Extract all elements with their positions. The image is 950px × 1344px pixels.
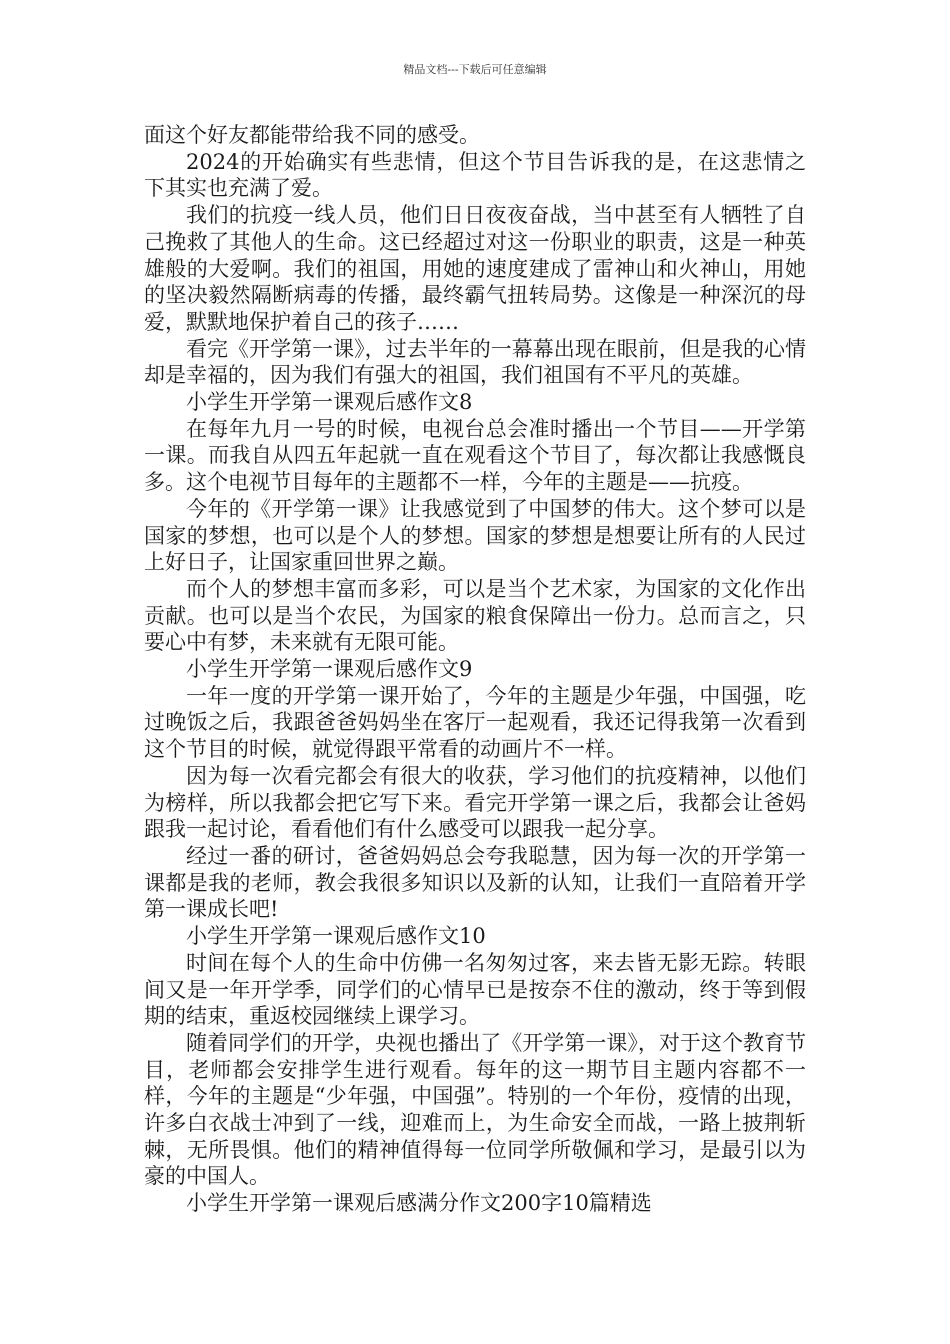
paragraph: 今年的《开学第一课》让我感觉到了中国梦的伟大。这个梦可以是国家的梦想，也可以是个人的梦想。国家的梦想是想要让所有的人民过上好日子，让国家重回世界之巅。 <box>144 496 806 575</box>
paragraph-continuation: 面这个好友都能带给我不同的感受。 <box>144 123 480 147</box>
paragraph: 因为每一次看完都会有很大的收获，学习他们的抗疫精神，以他们为榜样，所以我都会把它写下来。看完开学第一课之后，我都会让爸妈跟我一起讨论，看看他们有什么感受可以跟我一起分享。 <box>144 763 806 842</box>
section-heading: 小学生开学第一课观后感作文8 <box>186 390 473 415</box>
paragraph: 我们的抗疫一线人员，他们日日夜夜奋战，当中甚至有人牺牲了自己挽救了其他人的生命。这已经超过对这一份职业的职责，这是一种英雄般的大爱啊。我们的祖国，用她的速度建成了雷神山和火神山，用她的坚决毅然隔断病毒的传播，最终霸气扭转局势。这像是一种深沉的母爱，默默地保护着自己的孩子…… <box>144 203 806 334</box>
section-heading: 小学生开学第一课观后感作文10 <box>186 924 486 949</box>
paragraph: 随着同学们的开学，央视也播出了《开学第一课》，对于这个教育节目，老师都会安排学生进行观看。每年的这一期节目主题内容都不一样，今年的主题是“少年强，中国强”。特别的一个年份，疫情的出现，许多白衣战士冲到了一线，迎难而上，为生命安全而战，一路上披荆斩棘，无所畏惧。他们的精神值得每一位同学所敬佩和学习，是最引以为豪的中国人。 <box>144 1030 806 1189</box>
section-heading: 小学生开学第一课观后感作文9 <box>186 657 473 682</box>
paragraph: 在每年九月一号的时候，电视台总会准时播出一个节目——开学第一课。而我自从四五年起就一直在观看这个节目了，每次都让我感慨良多。这个电视节目每年的主题都不一样，今年的主题是——抗疫。 <box>144 416 806 495</box>
paragraph: 而个人的梦想丰富而多彩，可以是当个艺术家，为国家的文化作出贡献。也可以是当个农民，为国家的粮食保障出一份力。总而言之，只要心中有梦，未来就有无限可能。 <box>144 576 806 655</box>
document-body <box>144 122 806 1217</box>
page-header: 精品文档---下载后可任意编辑 <box>403 63 547 76</box>
paragraph: 时间在每个人的生命中仿佛一名匆匆过客，来去皆无影无踪。转眼间又是一年开学季，同学们的心情早已是按奈不住的激动，终于等到假期的结束，重返校园继续上课学习。 <box>144 950 806 1029</box>
section-heading: 小学生开学第一课观后感满分作文200字10篇精选 <box>186 1191 652 1216</box>
paragraph: 经过一番的研讨，爸爸妈妈总会夸我聪慧，因为每一次的开学第一课都是我的老师，教会我很多知识以及新的认知，让我们一直陪着开学第一课成长吧! <box>144 843 806 922</box>
paragraph: 一年一度的开学第一课开始了，今年的主题是少年强，中国强，吃过晚饭之后，我跟爸爸妈妈坐在客厅一起观看，我还记得我第一次看到这个节目的时候，就觉得跟平常看的动画片不一样。 <box>144 683 806 762</box>
paragraph: 看完《开学第一课》，过去半年的一幕幕出现在眼前，但是我的心情却是幸福的，因为我们有强大的祖国，我们祖国有不平凡的英雄。 <box>144 336 806 388</box>
paragraph: 2024的开始确实有些悲情，但这个节目告诉我的是，在这悲情之下其实也充满了爱。 <box>144 149 806 201</box>
